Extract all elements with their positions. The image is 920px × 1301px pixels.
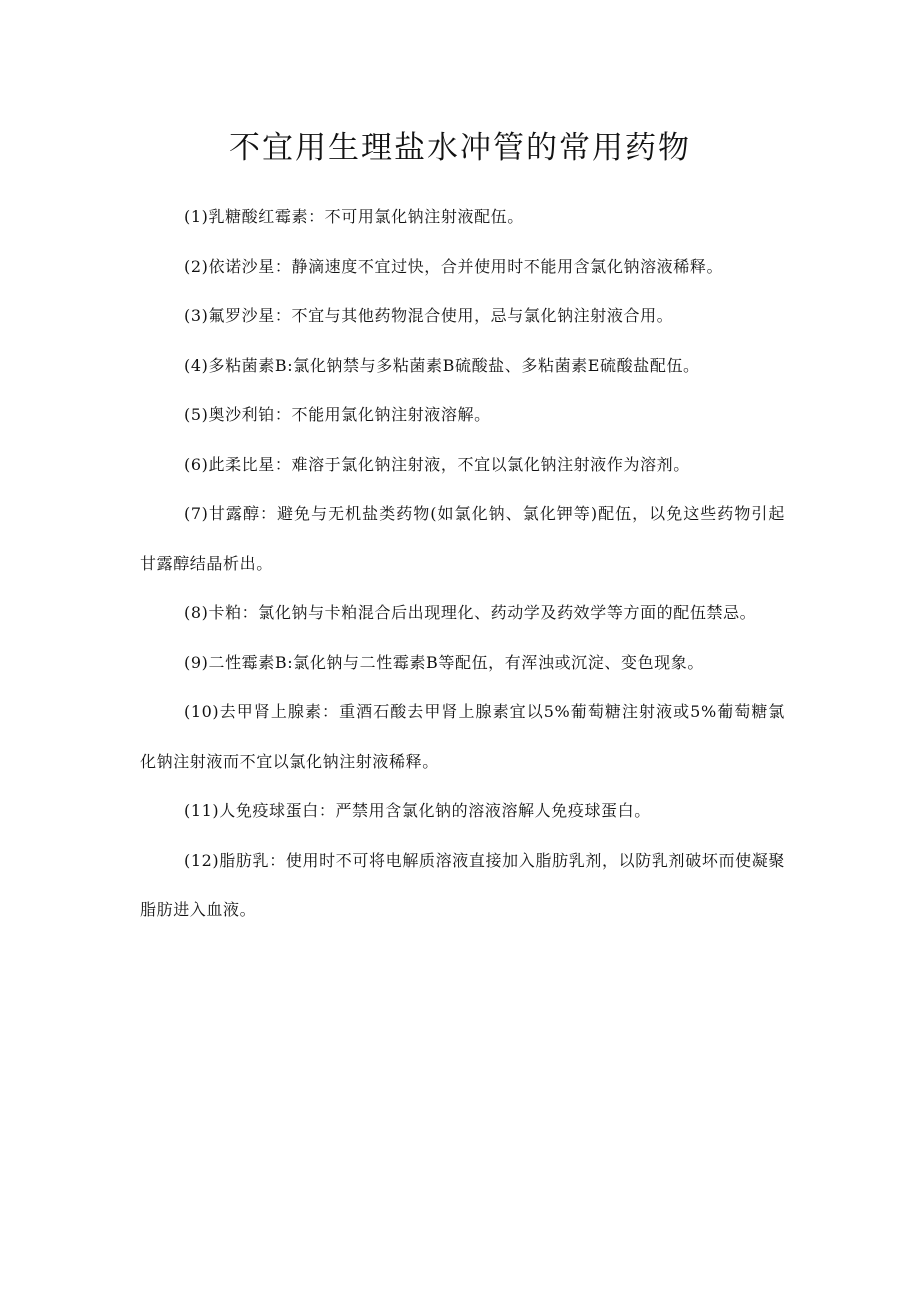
list-item: (9)二性霉素B:氯化钠与二性霉素B等配伍，有浑浊或沉淀、变色现象。 [184,652,704,672]
list-item: (12)脂肪乳：使用时不可将电解质溶液直接加入脂肪乳剂，以防乳剂破坏而使凝聚脂肪进入血液。 [140,850,785,919]
list-item: (7)甘露醇：避免与无机盐类药物(如氯化钠、氯化钾等)配伍，以免这些药物引起甘露醇结晶析出。 [140,504,785,573]
list-item: (4)多粘菌素B:氯化钠禁与多粘菌素B硫酸盐、多粘菌素E硫酸盐配伍。 [184,355,700,375]
drug-list [140,192,785,935]
document-title: 不宜用生理盐水冲管的常用药物 [229,130,691,166]
list-item: (8)卡粕：氯化钠与卡粕混合后出现理化、药动学及药效学等方面的配伍禁忌。 [184,603,757,622]
list-item: (2)依诺沙星：静滴速度不宜过快，合并使用时不能用含氯化钠溶液稀释。 [184,256,724,276]
list-item: (1)乳糖酸红霉素：不可用氯化钠注射液配伍。 [184,207,524,226]
list-item: (5)奥沙利铂：不能用氯化钠注射液溶解。 [184,405,491,424]
list-item: (10)去甲肾上腺素：重酒石酸去甲肾上腺素宜以5%葡萄糖注射液或5%葡萄糖氯化钠注射液而不宜以氯化钠注射液稀释。 [140,702,785,771]
list-item: (6)此柔比星：难溶于氯化钠注射液，不宜以氯化钠注射液作为溶剂。 [184,454,690,474]
list-item: (11)人免疫球蛋白：严禁用含氯化钠的溶液溶解人免疫球蛋白。 [184,801,651,820]
list-item: (3)氟罗沙星：不宜与其他药物混合使用，忌与氯化钠注射液合用。 [184,306,674,325]
